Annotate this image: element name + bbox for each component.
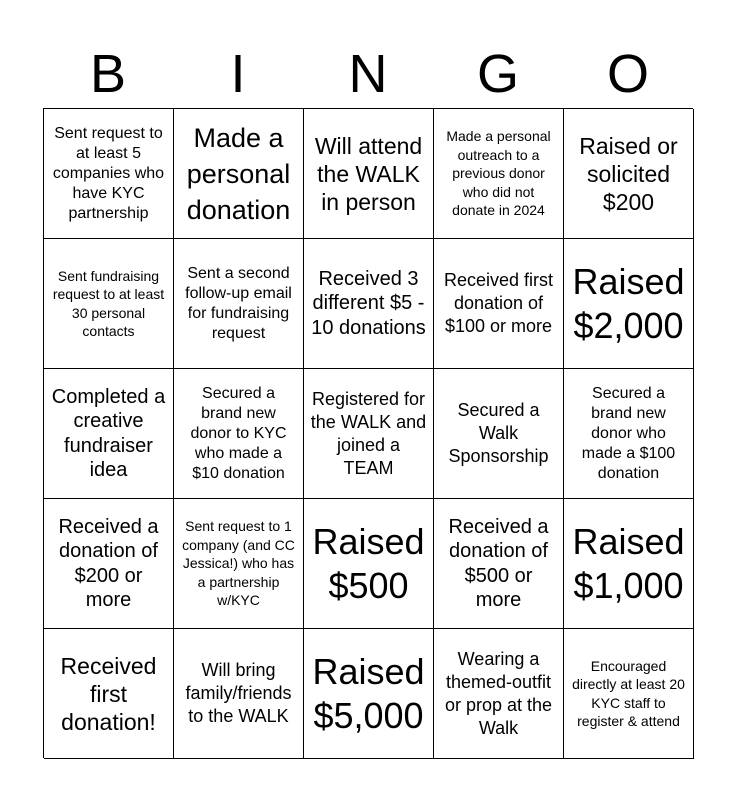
- bingo-cell-text: Raised $500: [312, 520, 425, 606]
- header-letter-o: O: [606, 44, 649, 104]
- bingo-cell-o4[interactable]: [564, 499, 694, 629]
- bingo-cell-g4[interactable]: [434, 499, 564, 629]
- bingo-cell-text: Secured a brand new donor to KYC who made a $10 donation: [190, 384, 287, 482]
- bingo-cell-text: Raised $1,000: [572, 520, 685, 606]
- header-letter-n: N: [348, 44, 388, 104]
- bingo-cell-n1[interactable]: [304, 109, 434, 239]
- bingo-cell-i2[interactable]: [174, 239, 304, 369]
- bingo-header: [43, 40, 693, 108]
- bingo-cell-g2[interactable]: [434, 239, 564, 369]
- bingo-cell-b2[interactable]: [44, 239, 174, 369]
- header-letter-g: G: [476, 44, 519, 104]
- bingo-cell-o3[interactable]: [564, 369, 694, 499]
- bingo-cell-g5[interactable]: [434, 629, 564, 759]
- bingo-cell-text: Raised $2,000: [572, 260, 685, 346]
- bingo-cell-text: Raised or solicited $200: [579, 132, 678, 215]
- bingo-cell-b1[interactable]: [44, 109, 174, 239]
- header-letter-b: B: [89, 44, 127, 104]
- bingo-cell-text: Registered for the WALK and joined a TEAM: [310, 388, 427, 478]
- bingo-cell-text: Wearing a themed-outfit or prop at the Walk: [444, 648, 553, 738]
- bingo-cell-text: Made a personal outreach to a previous donor who did not donate in 2024: [446, 128, 551, 219]
- bingo-cell-text: Raised $5,000: [312, 650, 425, 736]
- bingo-cell-text: Sent request to at least 5 companies who have KYC partnership: [52, 124, 165, 222]
- bingo-cell-text: Will bring family/friends to the WALK: [185, 660, 292, 726]
- bingo-cell-text: Completed a creative fundraiser idea: [51, 385, 166, 481]
- bingo-cell-i3[interactable]: [174, 369, 304, 499]
- bingo-cell-text: Received first donation!: [60, 652, 157, 735]
- bingo-cell-i4[interactable]: [174, 499, 304, 629]
- bingo-cell-b5[interactable]: [44, 629, 174, 759]
- bingo-cell-text: Received first donation of $100 or more: [443, 270, 554, 336]
- bingo-cell-b4[interactable]: [44, 499, 174, 629]
- bingo-cell-text: Secured a Walk Sponsorship: [448, 400, 549, 466]
- bingo-cell-text: Received a donation of $200 or more: [58, 515, 159, 611]
- bingo-cell-text: Secured a brand new donor who made a $100 donation: [581, 384, 676, 482]
- bingo-cell-text: Encouraged directly at least 20 KYC staff to register & attend: [572, 657, 685, 729]
- bingo-cell-g1[interactable]: [434, 109, 564, 239]
- bingo-cell-o5[interactable]: [564, 629, 694, 759]
- header-letter-i: I: [230, 44, 246, 104]
- bingo-cell-i1[interactable]: [174, 109, 304, 239]
- bingo-cell-text: Sent a second follow-up email for fundraising request: [185, 264, 292, 342]
- bingo-cell-o1[interactable]: [564, 109, 694, 239]
- bingo-cell-b3[interactable]: [44, 369, 174, 499]
- bingo-cell-text: Received a donation of $500 or more: [448, 515, 549, 611]
- bingo-cell-text: Sent fundraising request to at least 30 personal contacts: [52, 267, 165, 339]
- bingo-cell-text: Received 3 different $5 - 10 donations: [311, 267, 426, 339]
- bingo-cell-g3[interactable]: [434, 369, 564, 499]
- bingo-cell-text: Sent request to 1 company (and CC Jessica!) who has a partnership w/KYC: [182, 518, 295, 609]
- bingo-cell-o2[interactable]: [564, 239, 694, 369]
- bingo-cell-n2[interactable]: [304, 239, 434, 369]
- bingo-cell-i5[interactable]: [174, 629, 304, 759]
- bingo-cell-text: Made a personal donation: [186, 122, 291, 225]
- bingo-cell-n5[interactable]: [304, 629, 434, 759]
- bingo-cell-n4[interactable]: [304, 499, 434, 629]
- bingo-cell-text: Will attend the WALK in person: [314, 132, 423, 215]
- bingo-cell-n3[interactable]: [304, 369, 434, 499]
- bingo-board: [43, 108, 693, 758]
